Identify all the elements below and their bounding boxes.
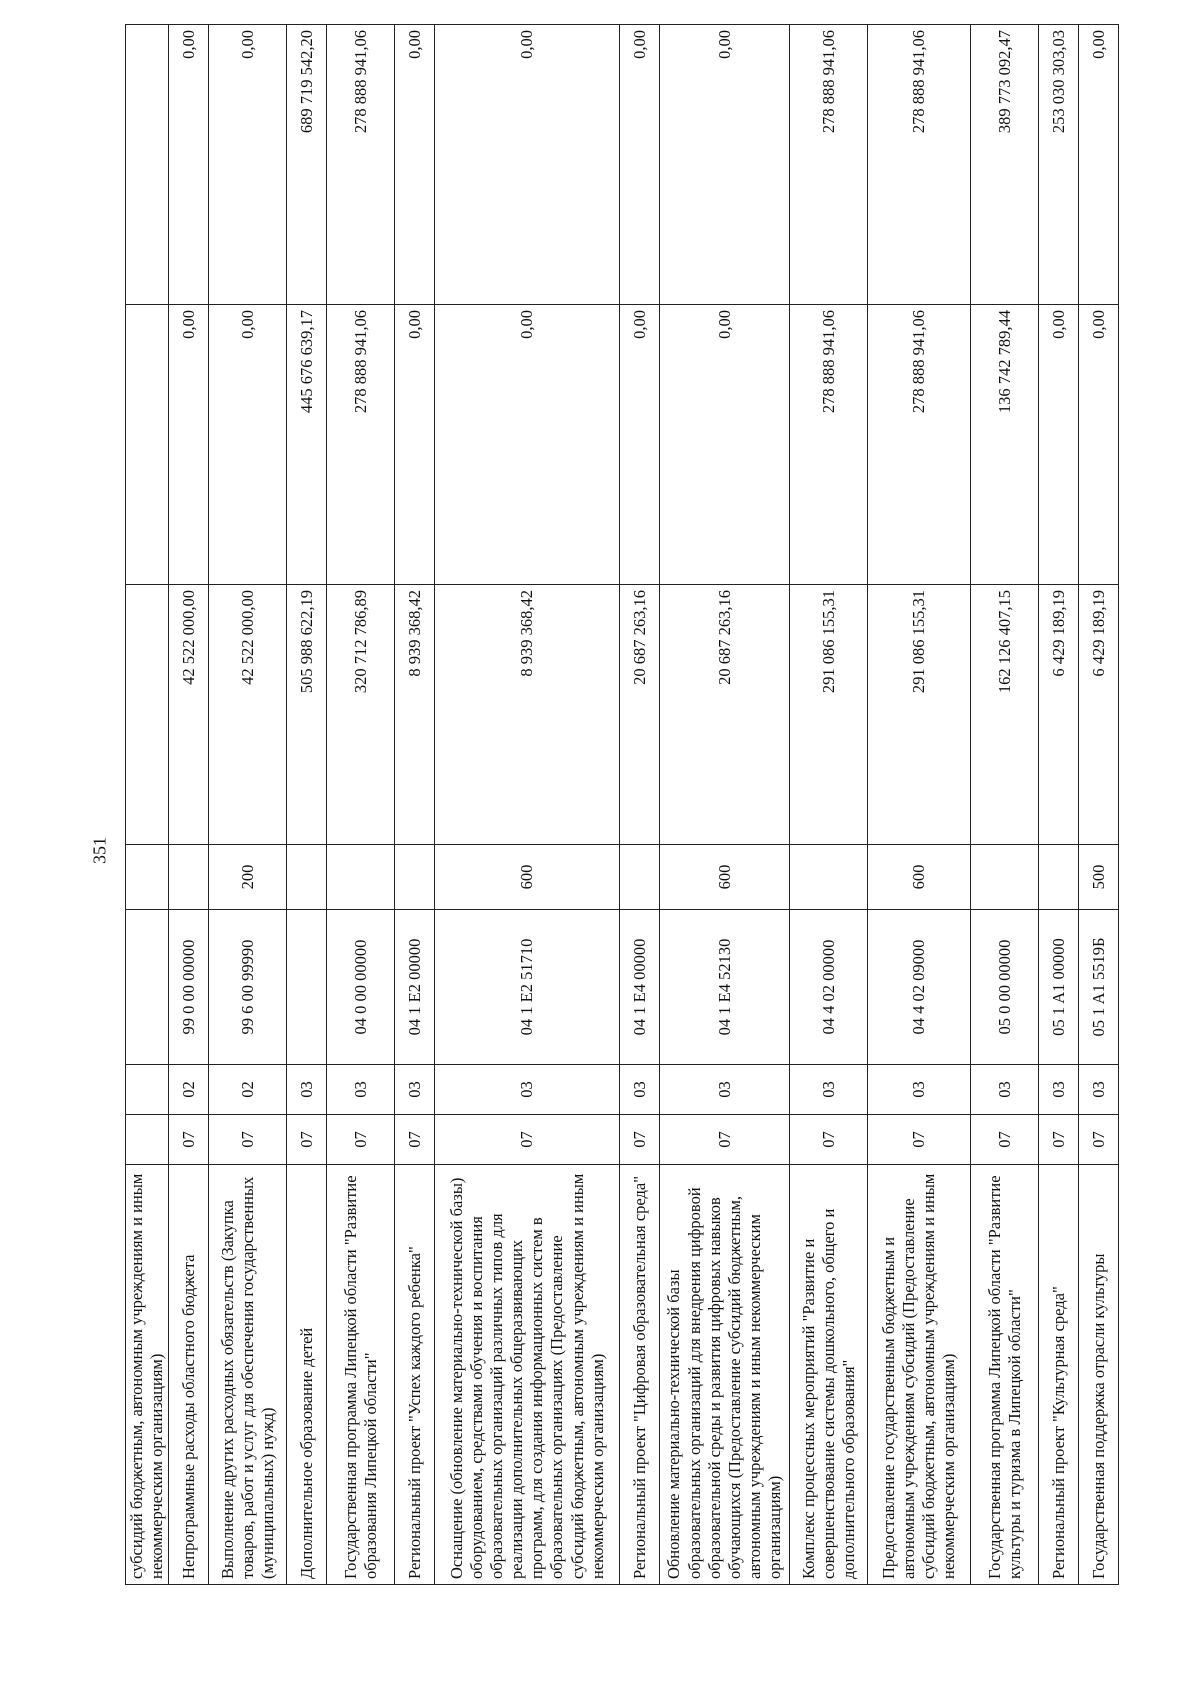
amount-year-3: 689 719 542,20 <box>287 25 327 305</box>
row-name: Оснащение (обновление материально-технической базы) оборудованием, средствами обучения и воспитания образовательных организаций различных типов для реализации дополнительных общеразвивающих программ, для создания информационных систем в образовательных организациях (Предоставление субсидий бюджетным, автономным учреждениям и иным некоммерческим организациям) <box>435 1165 620 1585</box>
target-article: 04 4 02 00000 <box>790 910 868 1065</box>
target-article: 04 1 E4 52130 <box>660 910 790 1065</box>
row-name: Непрограммные расходы областного бюджета <box>169 1165 209 1585</box>
amount-year-2: 0,00 <box>209 305 287 585</box>
expense-type <box>287 845 327 910</box>
ministry-code: 07 <box>169 1115 209 1165</box>
expense-type <box>126 845 169 910</box>
target-article: 04 1 E2 51710 <box>435 910 620 1065</box>
amount-year-3: 0,00 <box>169 25 209 305</box>
ministry-code: 07 <box>209 1115 287 1165</box>
amount-year-3 <box>126 25 169 305</box>
ministry-code: 07 <box>971 1115 1039 1165</box>
table-row <box>660 25 790 1585</box>
table-row <box>435 25 620 1585</box>
amount-year-1: 20 687 263,16 <box>660 585 790 845</box>
target-article: 05 1 A1 5519Б <box>1079 910 1119 1065</box>
amount-year-3: 278 888 941,06 <box>790 25 868 305</box>
section-code: 03 <box>660 1065 790 1115</box>
section-code: 03 <box>790 1065 868 1115</box>
section-code: 03 <box>435 1065 620 1115</box>
ministry-code: 07 <box>435 1115 620 1165</box>
amount-year-2: 0,00 <box>620 305 660 585</box>
amount-year-2: 278 888 941,06 <box>868 305 971 585</box>
amount-year-1: 162 126 407,15 <box>971 585 1039 845</box>
table-row <box>1079 25 1119 1585</box>
amount-year-3: 253 030 303,03 <box>1039 25 1079 305</box>
table-row <box>327 25 395 1585</box>
expense-type <box>971 845 1039 910</box>
expense-type <box>1039 845 1079 910</box>
ministry-code: 07 <box>790 1115 868 1165</box>
row-name: субсидий бюджетным, автономным учреждениям и иным некоммерческим организациям) <box>126 1165 169 1585</box>
row-name: Государственная программа Липецкой области "Развитие культуры и туризма в Липецкой области" <box>971 1165 1039 1585</box>
expense-type: 600 <box>435 845 620 910</box>
expense-type <box>620 845 660 910</box>
amount-year-3: 278 888 941,06 <box>868 25 971 305</box>
section-code: 03 <box>868 1065 971 1115</box>
section-code <box>126 1065 169 1115</box>
target-article: 99 6 00 99990 <box>209 910 287 1065</box>
amount-year-2: 136 742 789,44 <box>971 305 1039 585</box>
amount-year-1: 8 939 368,42 <box>435 585 620 845</box>
section-code: 02 <box>209 1065 287 1115</box>
table-row <box>209 25 287 1585</box>
target-article: 04 4 02 09000 <box>868 910 971 1065</box>
ministry-code <box>126 1115 169 1165</box>
target-article: 05 1 A1 00000 <box>1039 910 1079 1065</box>
amount-year-1: 505 988 622,19 <box>287 585 327 845</box>
amount-year-2: 0,00 <box>660 305 790 585</box>
ministry-code: 07 <box>1079 1115 1119 1165</box>
section-code: 03 <box>1079 1065 1119 1115</box>
table-row <box>395 25 435 1585</box>
ministry-code: 07 <box>1039 1115 1079 1165</box>
amount-year-3: 0,00 <box>620 25 660 305</box>
target-article: 04 1 E2 00000 <box>395 910 435 1065</box>
expense-type <box>169 845 209 910</box>
table-row <box>287 25 327 1585</box>
amount-year-3: 0,00 <box>395 25 435 305</box>
target-article <box>287 910 327 1065</box>
section-code: 03 <box>395 1065 435 1115</box>
row-name: Государственная программа Липецкой области "Развитие образования Липецкой области" <box>327 1165 395 1585</box>
table-row <box>620 25 660 1585</box>
ministry-code: 07 <box>660 1115 790 1165</box>
expense-type: 500 <box>1079 845 1119 910</box>
section-code: 03 <box>971 1065 1039 1115</box>
expense-type: 600 <box>660 845 790 910</box>
expense-type <box>395 845 435 910</box>
budget-table <box>125 24 1119 1585</box>
target-article: 04 0 00 00000 <box>327 910 395 1065</box>
page-number: 351 <box>89 837 110 864</box>
amount-year-1 <box>126 585 169 845</box>
expense-type <box>790 845 868 910</box>
expense-type: 200 <box>209 845 287 910</box>
amount-year-2: 0,00 <box>1079 305 1119 585</box>
row-name: Государственная поддержка отрасли культуры <box>1079 1165 1119 1585</box>
amount-year-1: 291 086 155,31 <box>868 585 971 845</box>
ministry-code: 07 <box>395 1115 435 1165</box>
row-name: Предоставление государственным бюджетным и автономным учреждениям субсидий (Предоставление субсидий бюджетным, автономным учреждениям и иным некоммерческим организациям) <box>868 1165 971 1585</box>
section-code: 02 <box>169 1065 209 1115</box>
ministry-code: 07 <box>868 1115 971 1165</box>
amount-year-1: 20 687 263,16 <box>620 585 660 845</box>
table-body <box>126 25 1119 1585</box>
target-article <box>126 910 169 1065</box>
section-code: 03 <box>620 1065 660 1115</box>
target-article: 05 0 00 00000 <box>971 910 1039 1065</box>
amount-year-2: 0,00 <box>435 305 620 585</box>
table-row <box>971 25 1039 1585</box>
target-article: 04 1 E4 00000 <box>620 910 660 1065</box>
amount-year-3: 389 773 092,47 <box>971 25 1039 305</box>
row-name: Обновление материально-технической базы образовательных организаций для внедрения цифровой образовательной среды и развития цифровых навыков обучающихся (Предоставление субсидий бюджетным, автономным учреждениям и иным некоммерческим организациям) <box>660 1165 790 1585</box>
target-article: 99 0 00 00000 <box>169 910 209 1065</box>
amount-year-2: 0,00 <box>395 305 435 585</box>
amount-year-1: 42 522 000,00 <box>169 585 209 845</box>
table-row <box>1039 25 1079 1585</box>
amount-year-1: 291 086 155,31 <box>790 585 868 845</box>
amount-year-1: 42 522 000,00 <box>209 585 287 845</box>
amount-year-1: 8 939 368,42 <box>395 585 435 845</box>
ministry-code: 07 <box>327 1115 395 1165</box>
section-code: 03 <box>1039 1065 1079 1115</box>
table-row <box>169 25 209 1585</box>
ministry-code: 07 <box>287 1115 327 1165</box>
section-code: 03 <box>287 1065 327 1115</box>
table-row <box>868 25 971 1585</box>
row-name: Региональный проект "Культурная среда" <box>1039 1165 1079 1585</box>
amount-year-2: 445 676 639,17 <box>287 305 327 585</box>
row-name: Выполнение других расходных обязательств (Закупка товаров, работ и услуг для обеспечения государственных (муниципальных) нужд) <box>209 1165 287 1585</box>
amount-year-1: 320 712 786,89 <box>327 585 395 845</box>
amount-year-2: 278 888 941,06 <box>327 305 395 585</box>
amount-year-3: 0,00 <box>660 25 790 305</box>
section-code: 03 <box>327 1065 395 1115</box>
table-row <box>790 25 868 1585</box>
expense-type: 600 <box>868 845 971 910</box>
amount-year-2: 0,00 <box>169 305 209 585</box>
amount-year-3: 0,00 <box>209 25 287 305</box>
amount-year-3: 278 888 941,06 <box>327 25 395 305</box>
ministry-code: 07 <box>620 1115 660 1165</box>
expense-type <box>327 845 395 910</box>
row-name: Комплекс процессных мероприятий "Развитие и совершенствование системы дошкольного, общего и дополнительного образования" <box>790 1165 868 1585</box>
amount-year-3: 0,00 <box>1079 25 1119 305</box>
amount-year-1: 6 429 189,19 <box>1039 585 1079 845</box>
rotated-table-container <box>125 25 1108 1585</box>
row-name: Дополнительное образование детей <box>287 1165 327 1585</box>
row-name: Региональный проект "Успех каждого ребенка" <box>395 1165 435 1585</box>
amount-year-2 <box>126 305 169 585</box>
amount-year-2: 0,00 <box>1039 305 1079 585</box>
amount-year-2: 278 888 941,06 <box>790 305 868 585</box>
amount-year-3: 0,00 <box>435 25 620 305</box>
amount-year-1: 6 429 189,19 <box>1079 585 1119 845</box>
row-name: Региональный проект "Цифровая образовательная среда" <box>620 1165 660 1585</box>
table-row <box>126 25 169 1585</box>
